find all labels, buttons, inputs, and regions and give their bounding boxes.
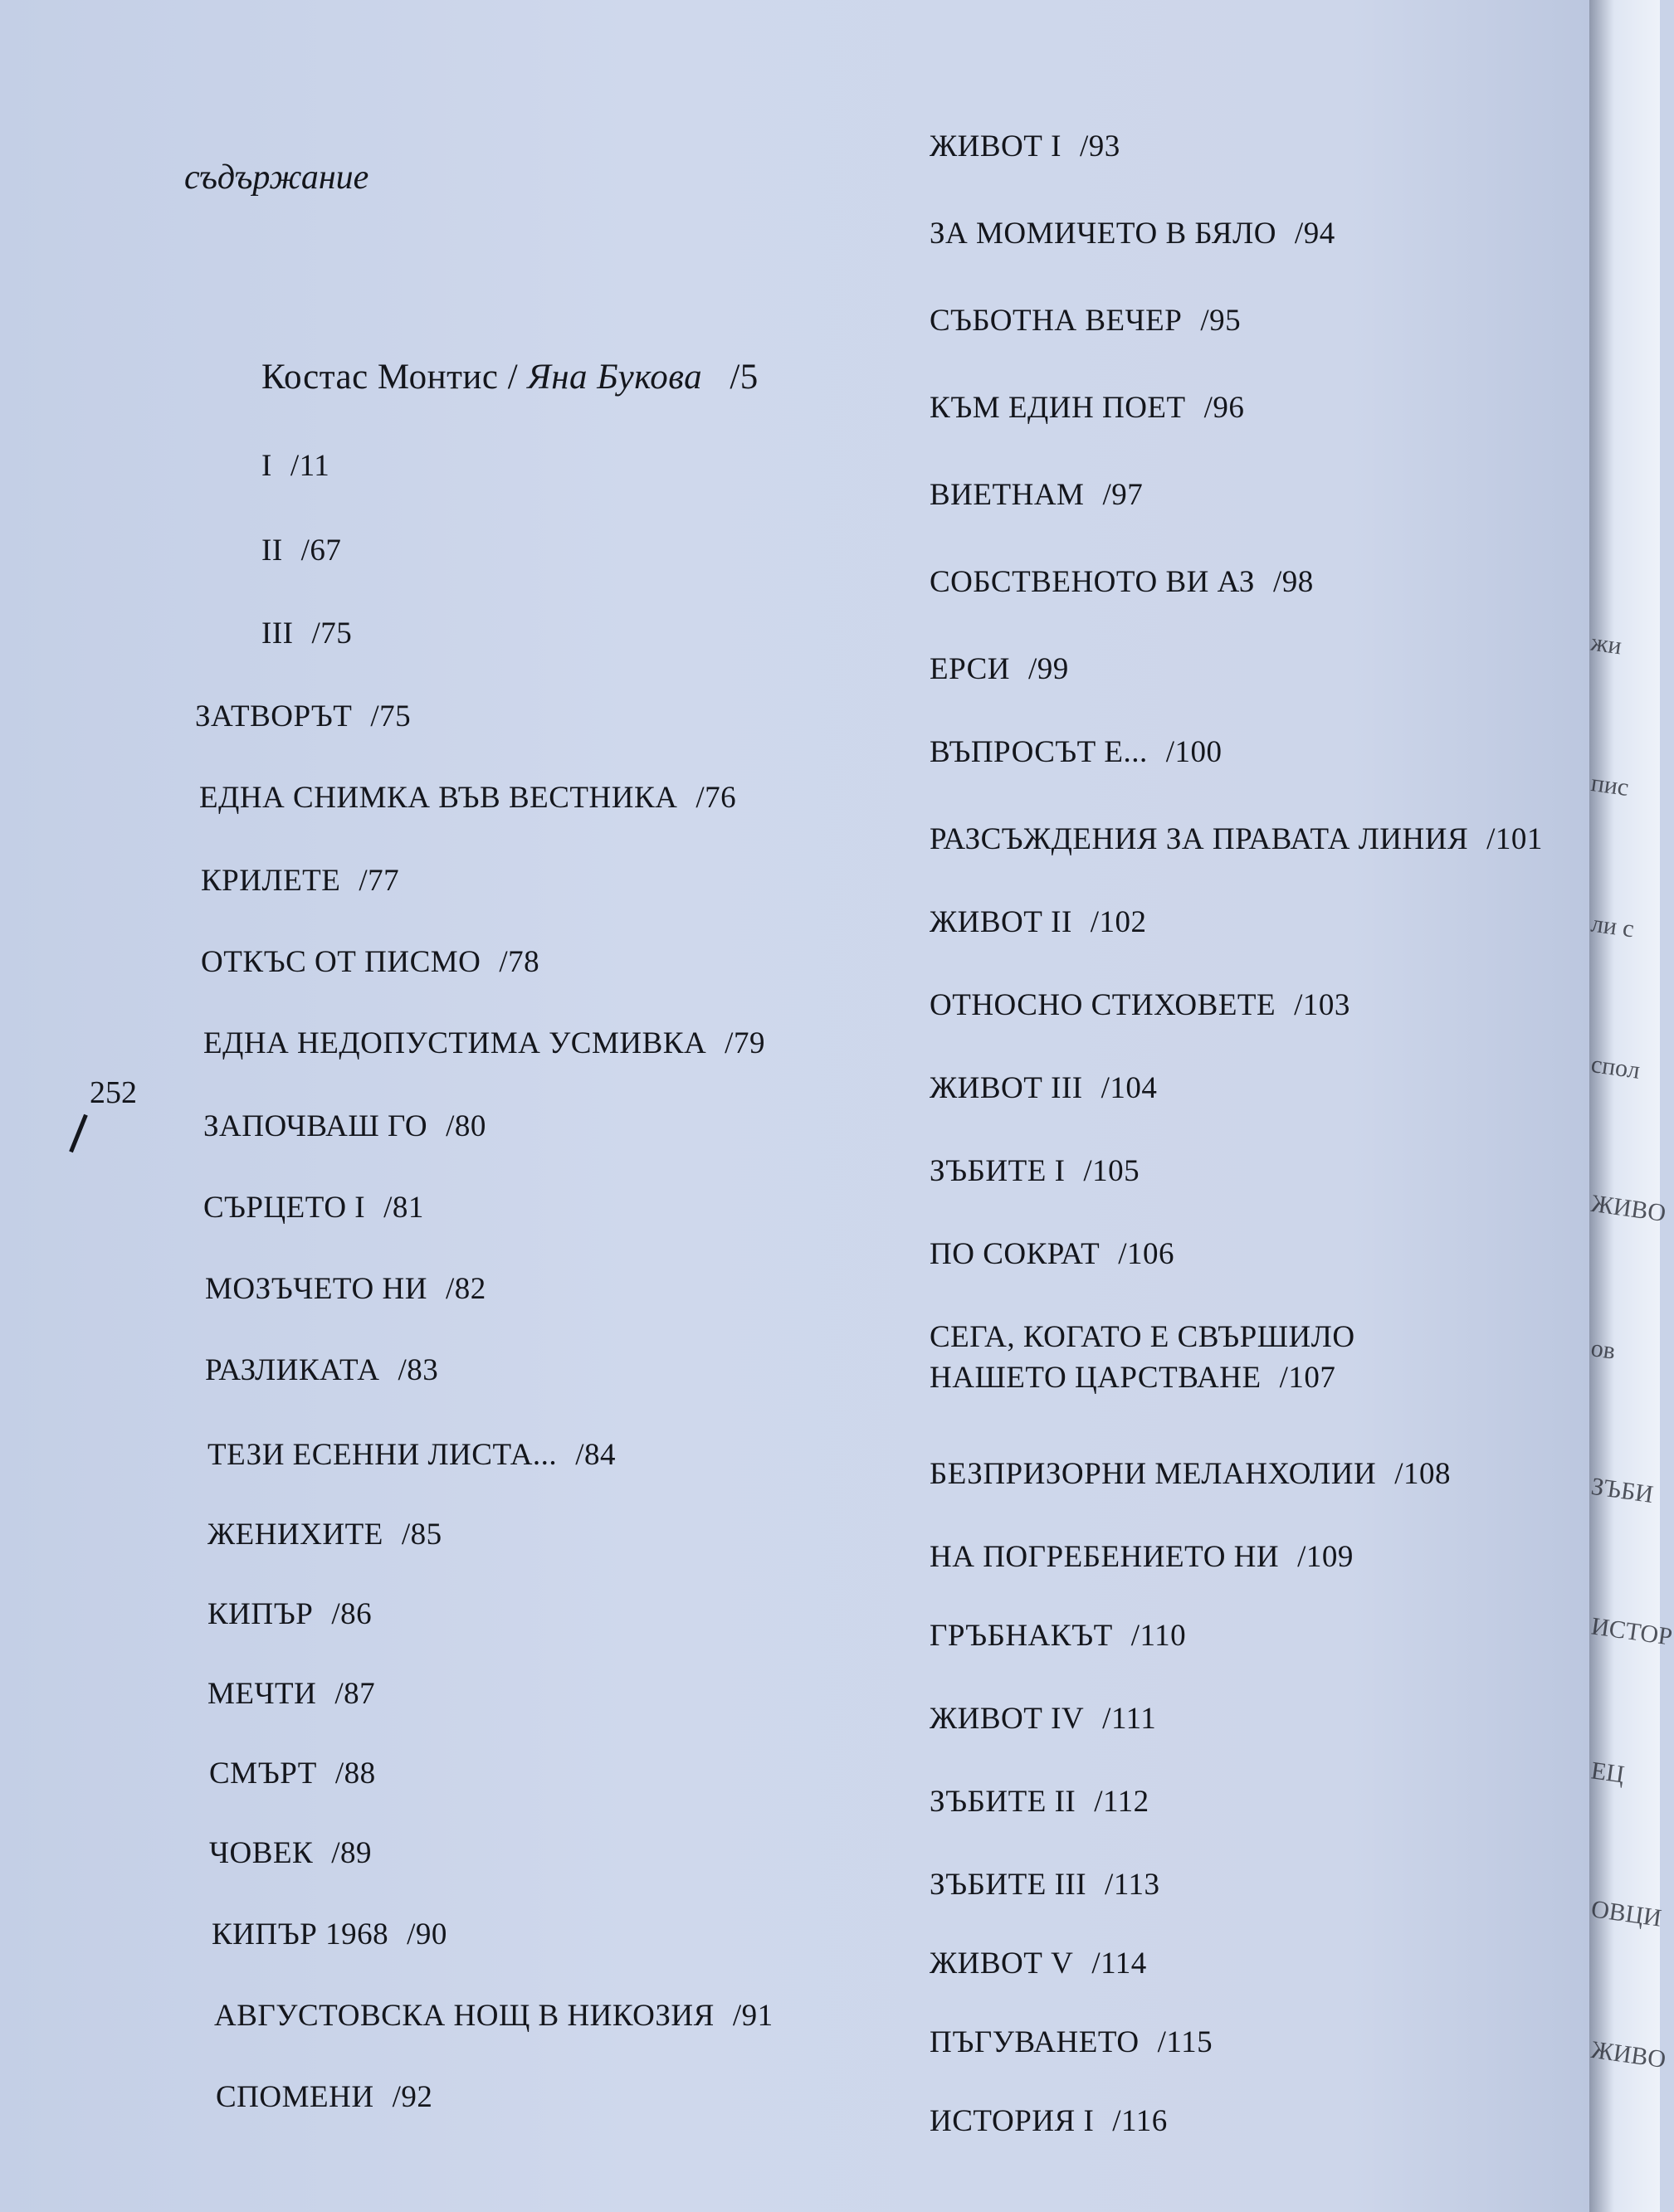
entry-page: /100 [1165, 735, 1223, 769]
toc-entry [207, 1437, 616, 1473]
entry-page: /75 [311, 616, 353, 650]
toc-entry [930, 564, 1314, 600]
entry-title: ПО СОКРАТ [930, 1237, 1101, 1271]
entry-page: /95 [1200, 304, 1242, 338]
entry-title: СПОМЕНИ [216, 2080, 374, 2114]
entry-title: ЗЪБИТЕ I [930, 1154, 1066, 1188]
entry-page: /90 [407, 1917, 447, 1951]
entry-page: /104 [1101, 1071, 1158, 1105]
entry-page: /84 [575, 1438, 616, 1472]
toc-section-entry [261, 448, 329, 484]
entry-title: II [261, 534, 283, 568]
intro-page: /5 [730, 358, 759, 397]
toc-entry [930, 216, 1335, 251]
entry-page: /102 [1090, 905, 1147, 939]
entry-title: ЗА МОМИЧЕТО В БЯЛО [930, 217, 1276, 251]
entry-page: /86 [331, 1597, 373, 1631]
toc-entry [930, 651, 1069, 687]
toc-entry [207, 1676, 375, 1712]
toc-entry [930, 1701, 1156, 1737]
entry-title: МЕЧТИ [207, 1677, 317, 1711]
toc-entry [930, 734, 1223, 770]
entry-page: /98 [1272, 565, 1314, 599]
toc-entry [930, 129, 1120, 164]
toc-entry [930, 904, 1147, 940]
entry-title: ГРЪБНАКЪТ [930, 1619, 1113, 1653]
entry-title: ЗЪБИТЕ III [930, 1868, 1087, 1902]
facing-page-fragment: ЖИВО [1589, 2035, 1668, 2074]
toc-section-entry [261, 533, 341, 568]
entry-page: /78 [499, 945, 540, 979]
toc-entry [930, 1236, 1174, 1272]
toc-entry [216, 2079, 432, 2115]
entry-page: /89 [331, 1836, 373, 1870]
entry-page: /82 [445, 1272, 486, 1306]
entry-title: КИПЪР [207, 1597, 314, 1631]
facing-page-fragment: ов [1589, 1334, 1618, 1365]
entry-title: ЖИВОТ III [930, 1071, 1083, 1105]
entry-page: /97 [1102, 478, 1144, 512]
intro-translator: Яна Букова [527, 358, 703, 397]
entry-title: ЕРСИ [930, 652, 1011, 686]
toc-entry [930, 1784, 1149, 1820]
toc-entry [930, 477, 1143, 513]
entry-title: СЕГА, КОГАТО Е СВЪРШИЛО [930, 1320, 1355, 1354]
entry-title: КРИЛЕТЕ [201, 864, 341, 898]
entry-page: /85 [401, 1518, 442, 1552]
entry-page: /114 [1091, 1946, 1147, 1981]
entry-title: ЖИВОТ II [930, 905, 1072, 939]
toc-entry [203, 1108, 486, 1144]
entry-title: ЕДНА СНИМКА ВЪВ ВЕСТНИКА [199, 781, 678, 815]
facing-page-fragment: жи [1589, 628, 1623, 660]
toc-entry [205, 1271, 486, 1307]
entry-title: III [261, 616, 294, 650]
entry-title: ЖИВОТ I [930, 129, 1062, 163]
facing-page-fragment: ли с [1589, 909, 1636, 943]
entry-title: ЗАПОЧВАШ ГО [203, 1109, 428, 1143]
entry-page: /75 [370, 699, 412, 733]
toc-entry [203, 1026, 765, 1061]
entry-title: КИПЪР 1968 [212, 1917, 389, 1951]
facing-page-edge [1589, 0, 1674, 2212]
entry-title: ЖИВОТ V [930, 1946, 1074, 1981]
page-number: 252 [90, 1075, 137, 1110]
entry-title: ОТКЪС ОТ ПИСМО [201, 945, 481, 979]
toc-entry [930, 390, 1244, 426]
entry-title: ВИЕТНАМ [930, 478, 1085, 512]
toc-entry [199, 780, 736, 816]
entry-title: ЗЪБИТЕ II [930, 1785, 1076, 1819]
entry-title: ЗАТВОРЪТ [195, 699, 353, 733]
facing-page-fragment: ЗЪБИ [1589, 1472, 1656, 1509]
entry-page: /94 [1294, 217, 1335, 251]
toc-entry [203, 1190, 424, 1225]
entry-page: /110 [1130, 1619, 1187, 1653]
entry-page: /107 [1279, 1361, 1336, 1395]
toc-entry [930, 303, 1241, 339]
toc-entry [930, 987, 1350, 1023]
facing-page-fragment: ИСТОР [1589, 1612, 1674, 1651]
toc-entry [930, 1070, 1157, 1106]
entry-title: ЧОВЕК [209, 1836, 314, 1870]
facing-page-fragment: спол [1589, 1050, 1642, 1084]
toc-entry [930, 1618, 1186, 1654]
entry-page: /87 [334, 1677, 376, 1711]
entry-page: /67 [300, 534, 342, 568]
toc-entry [201, 863, 399, 899]
toc-entry [930, 1153, 1140, 1189]
entry-page: /112 [1094, 1785, 1149, 1819]
toc-entry [207, 1517, 442, 1552]
entry-page: /108 [1394, 1457, 1451, 1491]
toc-entry [930, 2103, 1168, 2139]
entry-title: БЕЗПРИЗОРНИ МЕЛАНХОЛИИ [930, 1457, 1377, 1491]
toc-entry [930, 1539, 1354, 1575]
entry-page: /11 [290, 449, 330, 483]
entry-title: СОБСТВЕНОТО ВИ АЗ [930, 565, 1255, 599]
intro-author: Костас Монтис / [261, 358, 519, 397]
entry-title: СЪБОТНА ВЕЧЕР [930, 304, 1183, 338]
toc-entry [930, 1946, 1147, 1981]
toc-intro-entry [261, 357, 759, 397]
entry-title: АВГУСТОВСКА НОЩ В НИКОЗИЯ [214, 1999, 715, 2033]
entry-page: /111 [1102, 1702, 1157, 1736]
entry-page: /93 [1079, 129, 1120, 163]
entry-title: ТЕЗИ ЕСЕННИ ЛИСТА... [207, 1438, 558, 1472]
entry-page: /76 [695, 781, 737, 815]
facing-page-fragment: пис [1589, 769, 1631, 802]
entry-page: /116 [1112, 2104, 1168, 2138]
entry-page: /81 [383, 1191, 424, 1225]
toc-entry [214, 1998, 774, 2034]
toc-entry [930, 1456, 1451, 1492]
toc-entry [195, 699, 411, 734]
entry-title-line2: НАШЕТО ЦАРСТВАНЕ /107 [930, 1361, 1336, 1395]
toc-entry [205, 1352, 438, 1388]
entry-page: /99 [1028, 652, 1069, 686]
entry-page: /105 [1083, 1154, 1140, 1188]
entry-title: ЖЕНИХИТЕ [207, 1518, 383, 1552]
toc-entry [212, 1917, 447, 1952]
entry-title: СМЪРТ [209, 1756, 317, 1791]
entry-title: ВЪПРОСЪТ Е... [930, 735, 1148, 769]
entry-page: /88 [334, 1756, 376, 1791]
toc-entry [209, 1756, 376, 1791]
contents-heading: съдържание [184, 158, 369, 197]
entry-title: ПЪГУВАНЕТО [930, 2025, 1140, 2059]
toc-entry [201, 944, 539, 980]
toc-entry [207, 1596, 372, 1632]
entry-title: МОЗЪЧЕТО НИ [205, 1272, 427, 1306]
entry-page: /106 [1118, 1237, 1174, 1271]
entry-page: /77 [359, 864, 400, 898]
entry-page: /92 [392, 2080, 433, 2114]
entry-page: /96 [1203, 391, 1245, 425]
entry-title: КЪМ ЕДИН ПОЕТ [930, 391, 1186, 425]
entry-title: ОТНОСНО СТИХОВЕТЕ [930, 988, 1276, 1022]
toc-section-entry [261, 616, 352, 651]
entry-title: РАЗЛИКАТА [205, 1353, 380, 1387]
entry-page: /91 [732, 1999, 774, 2033]
entry-page: /80 [446, 1109, 486, 1143]
toc-entry [209, 1835, 372, 1871]
toc-entry [930, 2024, 1213, 2060]
entry-title: ИСТОРИЯ I [930, 2104, 1095, 2138]
entry-page: /115 [1157, 2025, 1213, 2059]
facing-page-fragment: ЕЦ [1589, 1756, 1627, 1789]
entry-title: НА ПОГРЕБЕНИЕТО НИ [930, 1540, 1280, 1574]
toc-entry [930, 821, 1543, 857]
entry-page: /109 [1297, 1540, 1354, 1574]
entry-title: ЕДНА НЕДОПУСТИМА УСМИВКА [203, 1026, 707, 1060]
entry-title: СЪРЦЕТО I [203, 1191, 366, 1225]
facing-page-fragment: ОВЦИ [1589, 1895, 1663, 1932]
toc-entry [930, 1319, 1355, 1396]
entry-title: ЖИВОТ IV [930, 1702, 1085, 1736]
entry-page: /79 [725, 1026, 765, 1060]
entry-page: /101 [1486, 822, 1543, 856]
folio-slash-mark [69, 1114, 88, 1152]
entry-title: РАЗСЪЖДЕНИЯ ЗА ПРАВАТА ЛИНИЯ [930, 822, 1469, 856]
entry-page: /113 [1105, 1868, 1160, 1902]
toc-entry [930, 1867, 1159, 1903]
entry-title: I [261, 449, 272, 483]
entry-page: /103 [1294, 988, 1350, 1022]
entry-page: /83 [398, 1353, 439, 1387]
facing-page-fragment: ЖИВО [1589, 1189, 1668, 1228]
